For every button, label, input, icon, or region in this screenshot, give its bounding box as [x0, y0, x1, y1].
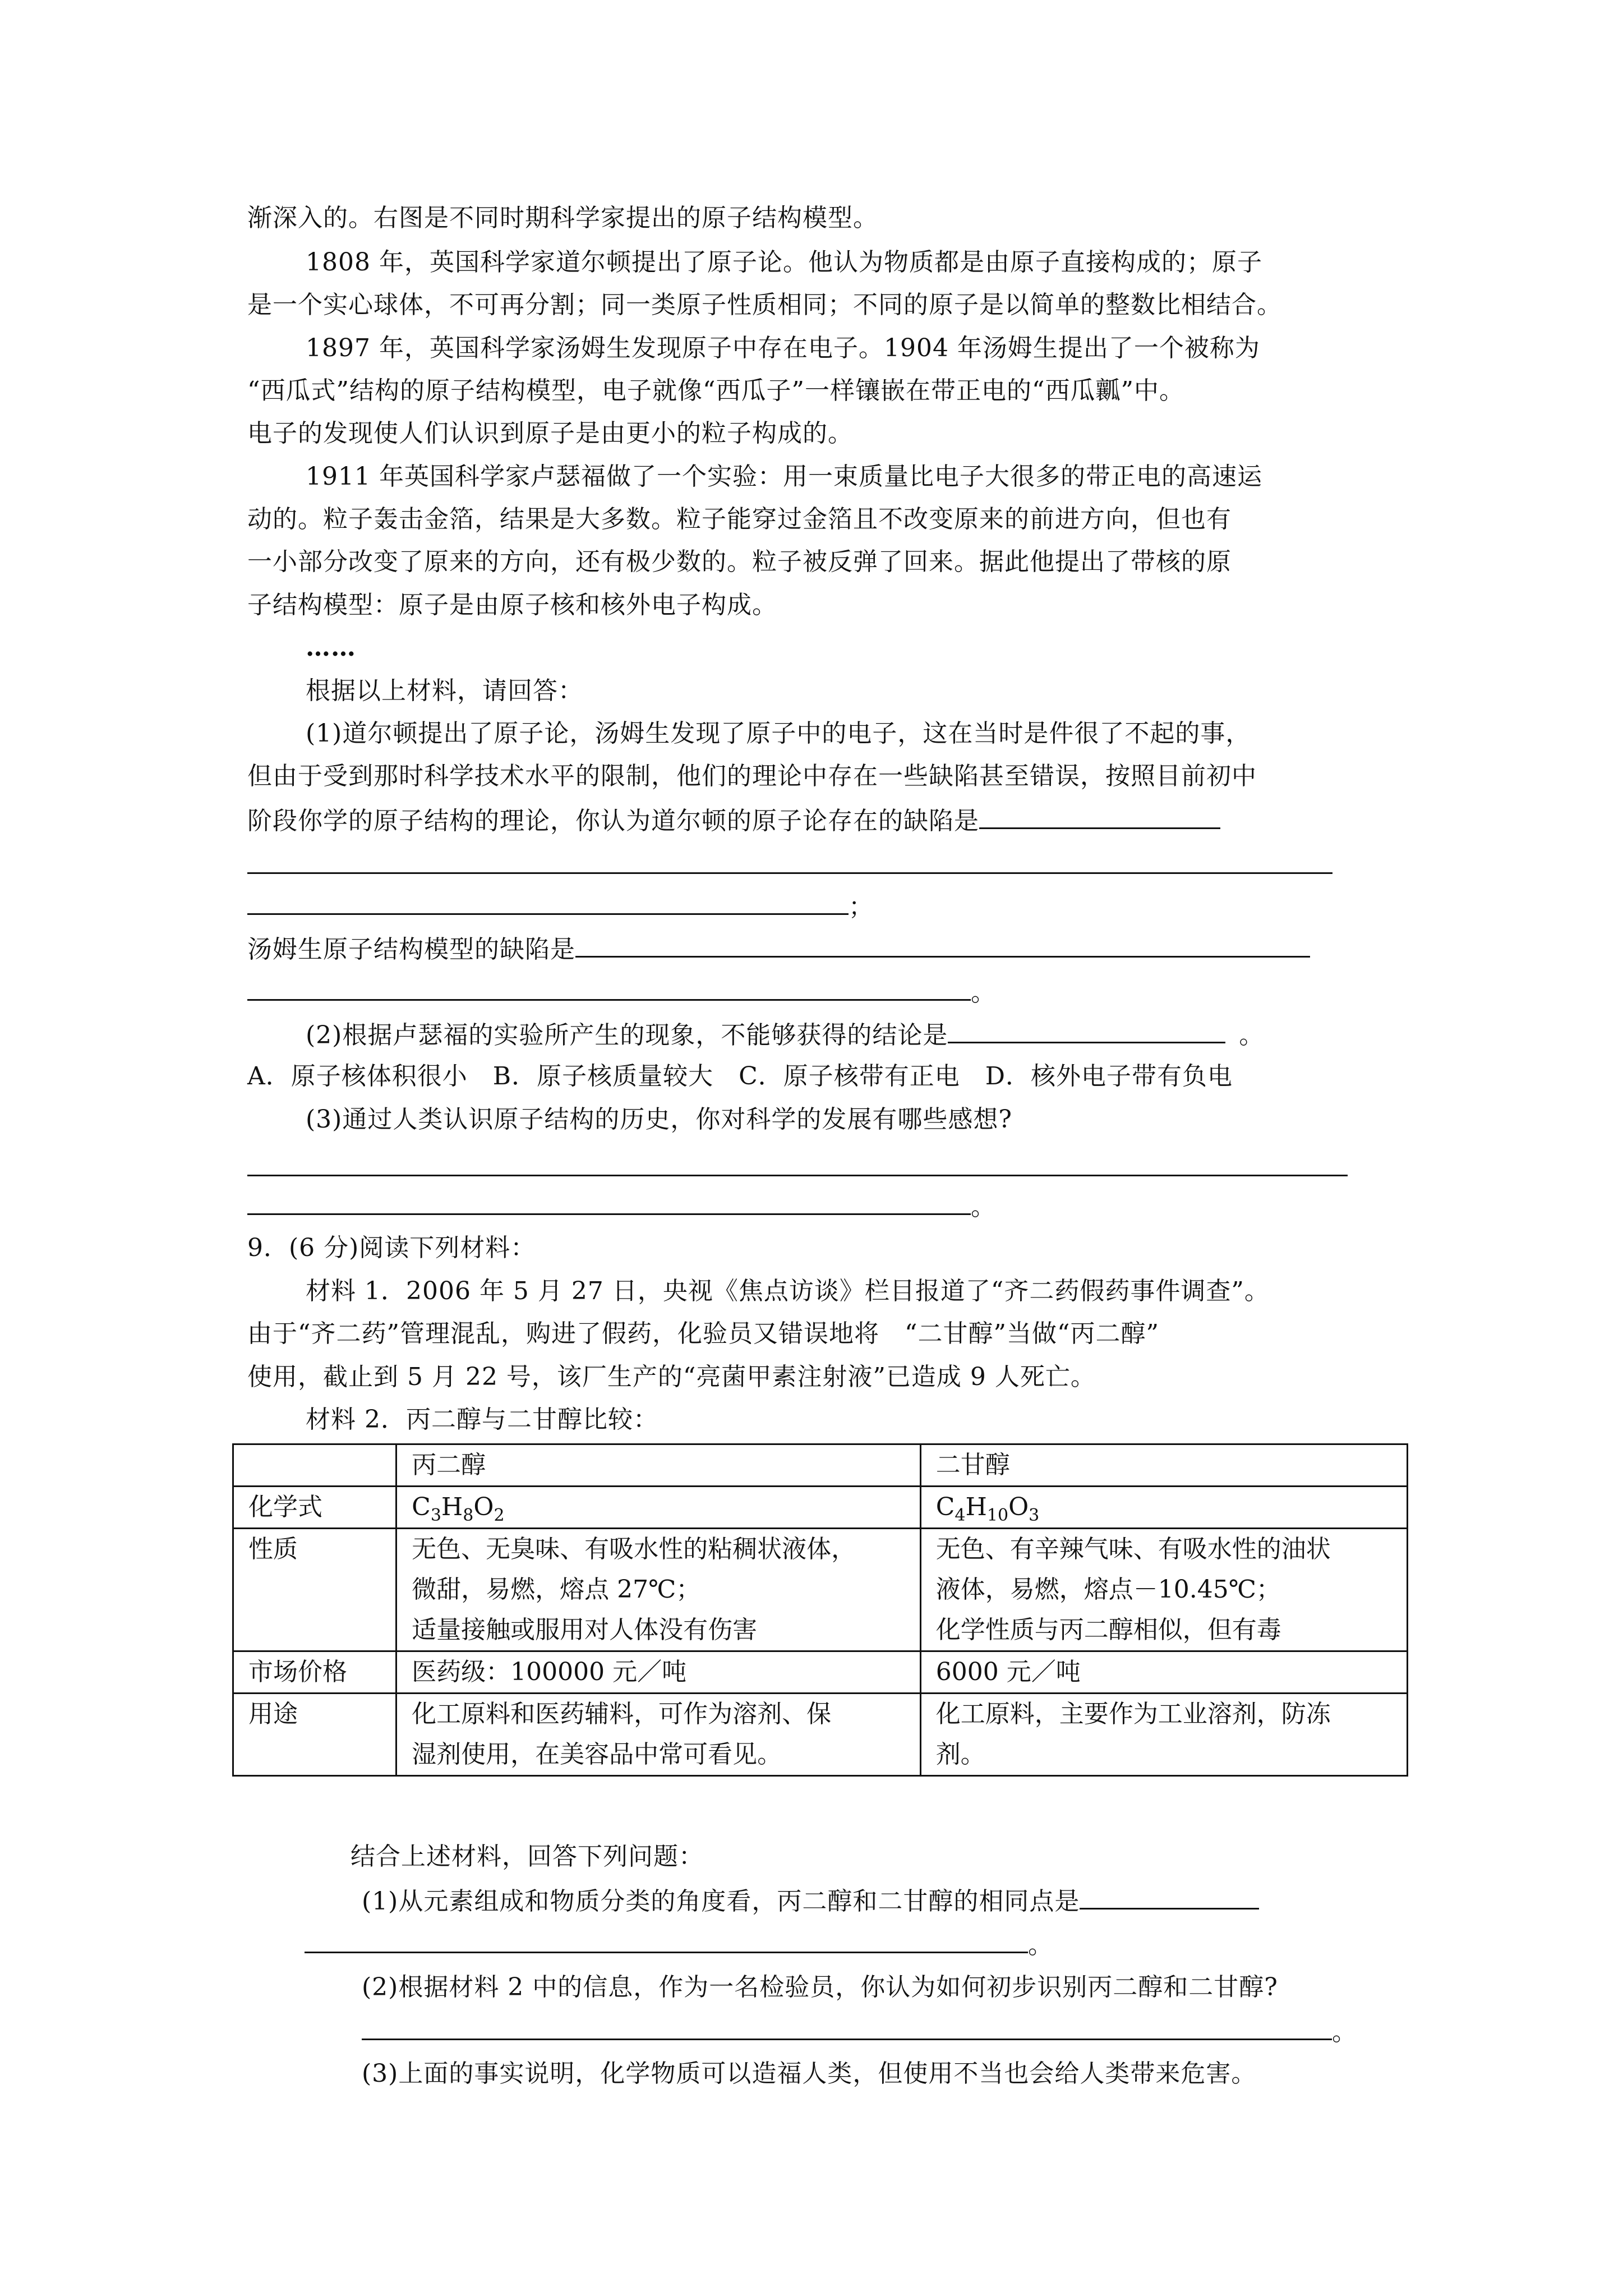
- question-3-prompt: (3)通过人类认识原子结构的历史，你对科学的发展有哪些感想?: [306, 1105, 1012, 1134]
- answer-blank-thomson-1[interactable]: [575, 931, 1310, 958]
- answer-blank-dalton-3[interactable]: [247, 889, 849, 915]
- thomson-paragraph-line3: 电子的发现使人们认识到原子是由更小的粒子构成的。: [247, 419, 853, 448]
- formula-propylene-glycol: $C_3H_8O_2$: [396, 1487, 921, 1529]
- question-9-1-prompt: (1)从元素组成和物质分类的角度看，丙二醇和二甘醇的相同点是: [362, 1887, 1080, 1916]
- table-row-formula: [233, 1487, 1408, 1529]
- formula-diethylene-glycol: $C_4H_{10}O_3$: [920, 1487, 1407, 1529]
- period-mark: 。: [1332, 2018, 1357, 2046]
- properties-propylene-glycol: 无色、无臭味、有吸水性的粘稠状液体， 微甜，易燃，熔点 27℃； 适量接触或服用对人体没有伤害: [396, 1529, 921, 1651]
- table-header-diethylene-glycol: 二甘醇: [920, 1444, 1407, 1487]
- question-2-line: [306, 1017, 1264, 1052]
- intro-paragraph-end: 渐深入的。右图是不同时期科学家提出的原子结构模型。: [247, 204, 878, 232]
- question-1-line1: (1)道尔顿提出了原子论，汤姆生发现了原子中的电子，这在当时是件很了不起的事，: [306, 719, 1251, 748]
- period-mark: 。: [971, 1193, 996, 1221]
- table-header-propylene-glycol: 丙二醇: [396, 1444, 921, 1487]
- answer-blank-q3-1[interactable]: [247, 1175, 1348, 1176]
- question-1-line6: [247, 931, 1310, 967]
- table-row-price: [233, 1651, 1408, 1694]
- table-row-properties: [233, 1529, 1408, 1651]
- row-label-formula: 化学式: [233, 1487, 396, 1529]
- dalton-paragraph-line1: 1808 年，英国科学家道尔顿提出了原子论。他认为物质都是由原子直接构成的；原子: [306, 248, 1262, 277]
- uses-diethylene-glycol: 化工原料，主要作为工业溶剂，防冻 剂。: [920, 1694, 1407, 1776]
- period-mark: 。: [971, 978, 996, 1007]
- row-label-uses: 用途: [233, 1694, 396, 1776]
- question-1-line3: [247, 803, 1220, 838]
- answer-blank-9-1-a[interactable]: [1080, 1883, 1259, 1910]
- rutherford-paragraph-line1: 1911 年英国科学家卢瑟福做了一个实验：用一束质量比电子大很多的带正电的高速运: [306, 462, 1262, 491]
- material-1-line2: 由于“齐二药”管理混乱，购进了假药，化验员又错误地将 “二甘醇”当做“丙二醇”: [247, 1319, 1159, 1348]
- question-1-line5: [247, 889, 874, 924]
- properties-diethylene-glycol: 无色、有辛辣气味、有吸水性的油状 液体，易燃，熔点－10.45℃； 化学性质与丙二醇相似，但有毒: [920, 1529, 1407, 1651]
- table-row-uses: [233, 1694, 1408, 1776]
- uses-propylene-glycol: 化工原料和医药辅料，可作为溶剂、保 湿剂使用，在美容品中常可看见。: [396, 1694, 921, 1776]
- combine-materials-prompt: 结合上述材料，回答下列问题：: [351, 1842, 704, 1871]
- question-9-2-prompt: (2)根据材料 2 中的信息，作为一名检验员，你认为如何初步识别丙二醇和二甘醇?: [362, 1973, 1278, 2001]
- question-9-title: 9．(6 分)阅读下列材料：: [247, 1234, 536, 1262]
- answer-blank-9-2[interactable]: [362, 2014, 1332, 2040]
- row-label-properties: 性质: [233, 1529, 396, 1651]
- answer-blank-q2[interactable]: [948, 1017, 1225, 1043]
- price-diethylene-glycol: 6000 元／吨: [920, 1651, 1407, 1694]
- question-3-line3: [247, 1189, 996, 1224]
- answer-blank-dalton-1[interactable]: [979, 803, 1220, 829]
- question-2-prompt: (2)根据卢瑟福的实验所产生的现象，不能够获得的结论是: [306, 1021, 948, 1050]
- thomson-paragraph-line2: “西瓜式”结构的原子结构模型，电子就像“西瓜子”一样镶嵌在带正电的“西瓜瓤”中。: [247, 376, 1184, 405]
- table-header-row: [233, 1444, 1408, 1487]
- material-1-line3: 使用，截止到 5 月 22 号，该厂生产的“亮菌甲素注射液”已造成 9 人死亡。: [247, 1363, 1096, 1391]
- price-propylene-glycol: 医药级：100000 元／吨: [396, 1651, 921, 1694]
- ellipsis: ……: [306, 633, 356, 662]
- thomson-defect-prompt: 汤姆生原子结构模型的缺陷是: [247, 935, 575, 964]
- row-label-price: 市场价格: [233, 1651, 396, 1694]
- rutherford-paragraph-line2: 动的。粒子轰击金箔，结果是大多数。粒子能穿过金箔且不改变原来的前进方向，但也有: [247, 505, 1232, 533]
- question-2-options: A．原子核体积很小 B．原子核质量较大 C．原子核带有正电 D．核外电子带有负电: [247, 1062, 1233, 1091]
- question-9-1-line2: [305, 1927, 1053, 1962]
- question-9-1-line: [362, 1883, 1259, 1918]
- material-2-title: 材料 2．丙二醇与二甘醇比较：: [306, 1405, 658, 1434]
- answer-blank-9-1-b[interactable]: [305, 1927, 1028, 1953]
- question-1-prompt: 阶段你学的原子结构的理论，你认为道尔顿的原子论存在的缺陷是: [247, 807, 979, 835]
- answer-blank-thomson-2[interactable]: [247, 974, 971, 1001]
- question-1-line2: 但由于受到那时科学技术水平的限制，他们的理论中存在一些缺陷甚至错误，按照目前初中: [247, 762, 1257, 790]
- answer-blank-dalton-2[interactable]: [247, 872, 1332, 874]
- question-9-3-prompt: (3)上面的事实说明，化学物质可以造福人类，但使用不当也会给人类带来危害。: [362, 2059, 1257, 2088]
- thomson-paragraph-line1: 1897 年，英国科学家汤姆生发现原子中存在电子。1904 年汤姆生提出了一个被称为: [306, 334, 1260, 362]
- period-mark: 。: [1239, 1021, 1265, 1050]
- table-header-corner: [233, 1444, 396, 1487]
- rutherford-paragraph-line3: 一小部分改变了原来的方向，还有极少数的。粒子被反弹了回来。据此他提出了带核的原: [247, 547, 1232, 576]
- question-9-2-line2: [362, 2014, 1357, 2049]
- answer-prompt: 根据以上材料，请回答：: [306, 677, 583, 705]
- question-1-line7: [247, 974, 996, 1010]
- material-1-line1: 材料 1．2006 年 5 月 27 日，央视《焦点访谈》栏目报道了“齐二药假药事件调查”。: [306, 1277, 1270, 1305]
- semicolon-mark: ；: [849, 892, 874, 921]
- rutherford-paragraph-line4: 子结构模型：原子是由原子核和核外电子构成。: [247, 591, 777, 619]
- dalton-paragraph-line2: 是一个实心球体，不可再分割；同一类原子性质相同；不同的原子是以简单的整数比相结合。: [247, 291, 1282, 319]
- period-mark: 。: [1028, 1931, 1053, 1959]
- comparison-table: [232, 1443, 1408, 1777]
- answer-blank-q3-2[interactable]: [247, 1189, 971, 1215]
